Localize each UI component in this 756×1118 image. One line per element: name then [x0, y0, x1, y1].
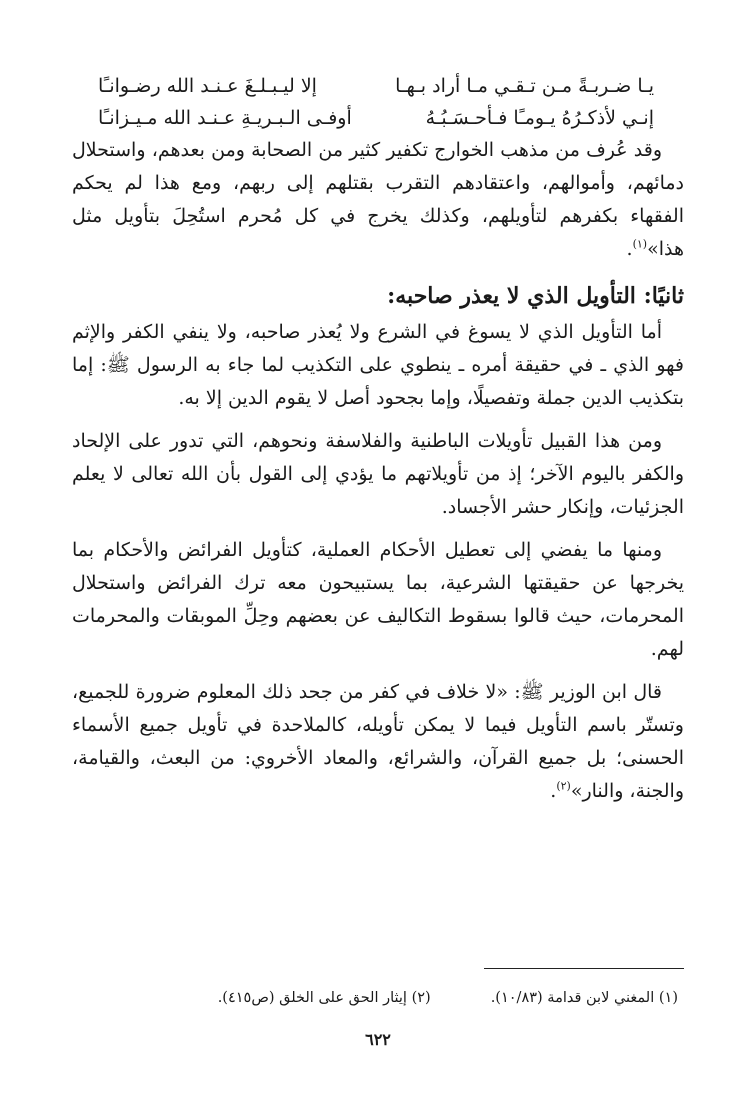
paragraph: ومن هذا القبيل تأويلات الباطنية والفلاسفة ونحوهم، التي تدور على الإلحاد والكفر باليوم الآخر؛ إذ من تأويلاتهم ما يؤدي إلى القول بأن الله تعالى لا يعلم الجزئيات، وإنكار حشر الأجساد. [72, 430, 684, 518]
footnote-separator [484, 968, 684, 969]
footnote-reference: (١) [632, 237, 648, 251]
paragraph-end: . [626, 238, 633, 260]
footnotes [78, 986, 678, 1010]
footnote: (١) المغني لابن قدامة (١٠/٨٣). [490, 990, 678, 1006]
footnote-reference: (٢) [556, 779, 571, 793]
paragraph: ومنها ما يفضي إلى تعطيل الأحكام العملية، كتأويل الفرائض والأحكام بما يخرجها عن حقيقتها الشرعية، بما يستبيحون معه ترك الفرائض واستحلال المحرمات، حيث قالوا بسقوط التكاليف عن بعضهم وحِلِّ الموبقات والمحرمات لهم. [72, 539, 684, 660]
paragraph: أما التأويل الذي لا يسوغ في الشرع ولا يُعذر صاحبه، ولا ينفي الكفر والإثم فهو الذي ـ في حقيقة أمره ـ ينطوي على التكذيب لما جاء به الرسول ﷺ: إما بتكذيب الدين جملة وتفصيلًا، وإما بجحود أصل لا يقوم الدين إلا به. [72, 321, 684, 409]
section-heading: ثانيًا: التأويل الذي لا يعذر صاحبه: [387, 283, 684, 309]
verse-line [72, 70, 684, 102]
verse-hemistich-first: إنـي لأذكـرُهُ يـومـًا فـأحـسَـبُـهُ [425, 107, 654, 129]
paragraph-end: . [550, 780, 557, 802]
paragraph-text: وقد عُرف من مذهب الخوارج تكفير كثير من الصحابة ومن بعدهم، واستحلال دمائهم، وأموالهم، واعتقادهم التقرب بقتلهم إلى ربهم، ومع هذا لم يحكم الفقهاء بكفرهم لتأويلهم، وكذلك يخرج في كل مُحرم استُحِلَ بتأويل مثل هذا» [72, 139, 684, 260]
footnote: (٢) إيثار الحق على الخلق (ص٤١٥). [217, 990, 431, 1006]
page-body [72, 70, 684, 808]
paragraph-text: قال ابن الوزير ﷺ: «لا خلاف في كفر من جحد ذلك المعلوم ضرورة للجميع، وتستّر باسم التأويل فيما لا يمكن تأويله، كالملاحدة في تأويل جميع الأسماء الحسنى؛ بل جميع القرآن، والشرائع، والمعاد الأخروي: من البعث، والقيامة، والجنة، والنار» [72, 681, 684, 802]
page-number: ٦٢٢ [365, 1030, 391, 1049]
verse-hemistich-second: إلا ليـبـلـغَ عـنـد الله رضـوانـًا [98, 75, 317, 97]
paragraph [72, 134, 684, 266]
verse-hemistich-second: أوفـى الـبـريـةِ عـنـد الله مـيـزانـًا [98, 107, 352, 129]
verse-hemistich-first: يـا ضـربـةً مـن تـقـي مـا أراد بـهـا [395, 75, 654, 97]
paragraph [72, 676, 684, 808]
verse-line [72, 102, 684, 134]
